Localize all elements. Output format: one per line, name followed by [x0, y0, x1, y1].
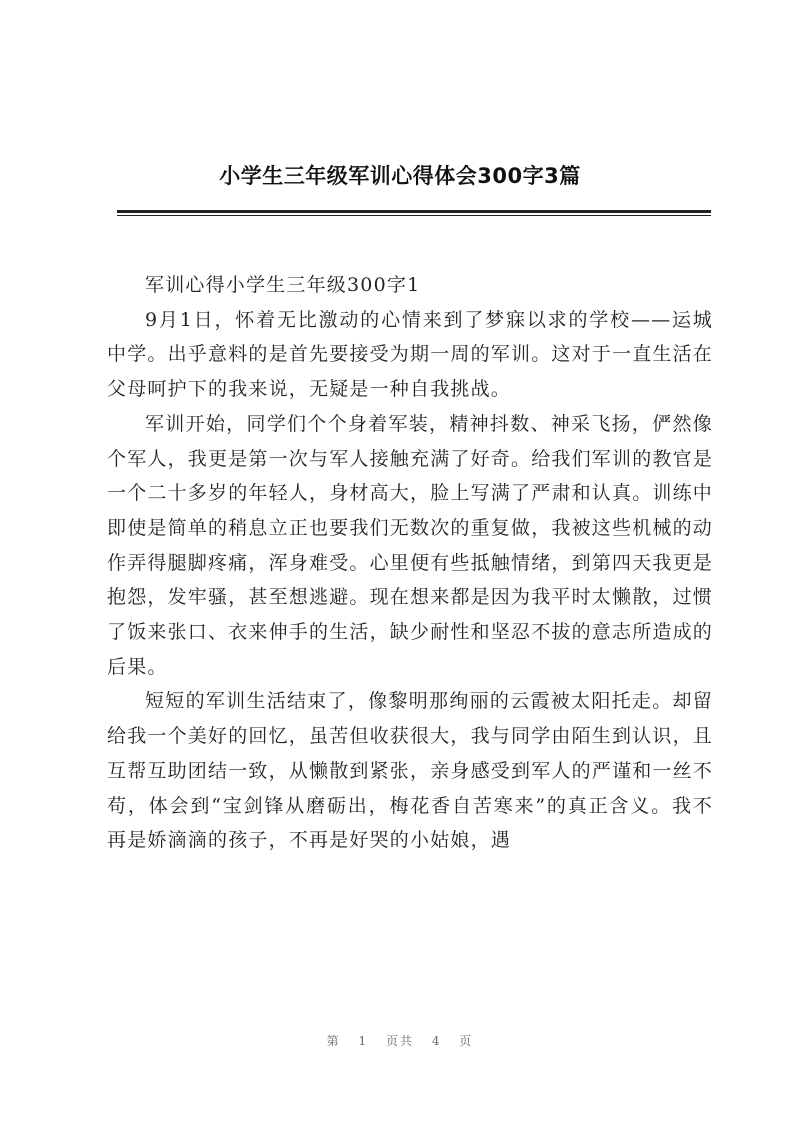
page-number: 1 [358, 1034, 369, 1048]
total-pages: 4 [431, 1034, 442, 1048]
body-paragraph: 短短的军训生活结束了，像黎明那绚丽的云霞被太阳托走。却留给我一个美好的回忆，虽苦但收获很大，我与同学由陌生到认识，且互帮互助团结一致，从懒散到紧张，亲身感受到军人的严谨和一丝不苟，体会到“宝剑锋从磨砺出，梅花香自苦寒来”的真正含义。我不再是娇滴滴的孩子，不再是好哭的小姑娘，遇 [107, 690, 714, 852]
document-body [107, 268, 713, 858]
body-paragraph: 9月1日，怀着无比激动的心情来到了梦寐以求的学校——运城中学。出乎意料的是首先要接受为期一周的军训。这对于一直生活在父母呵护下的我来说，无疑是一种自我挑战。 [107, 308, 714, 401]
page-label-prefix: 第 [326, 1034, 341, 1048]
page-label-suffix: 页 [459, 1034, 474, 1048]
page-label-mid: 页共 [385, 1034, 414, 1048]
page-footer [0, 1032, 800, 1049]
body-paragraph: 军训开始，同学们个个身着军装，精神抖数、神采飞扬，俨然像个军人，我更是第一次与军人接触充满了好奇。给我们军训的教官是一个二十多岁的年轻人，身材高大，脸上写满了严肃和认真。训练中即使是简单的稍息立正也要我们无数次的重复做，我被这些机械的动作弄得腿脚疼痛，浑身难受。心里便有些抵触情绪，到第四天我更是抱怨，发牢骚，甚至想逃避。现在想来都是因为我平时太懒散，过惯了饭来张口、衣来伸手的生活，缺少耐性和坚忍不拔的意志所造成的后果。 [107, 412, 714, 678]
document-title: 小学生三年级军训心得体会300字3篇 [219, 164, 581, 188]
section-heading: 军训心得小学生三年级300字1 [145, 274, 421, 296]
title-divider [117, 210, 711, 213]
title-divider-thin [117, 215, 711, 216]
